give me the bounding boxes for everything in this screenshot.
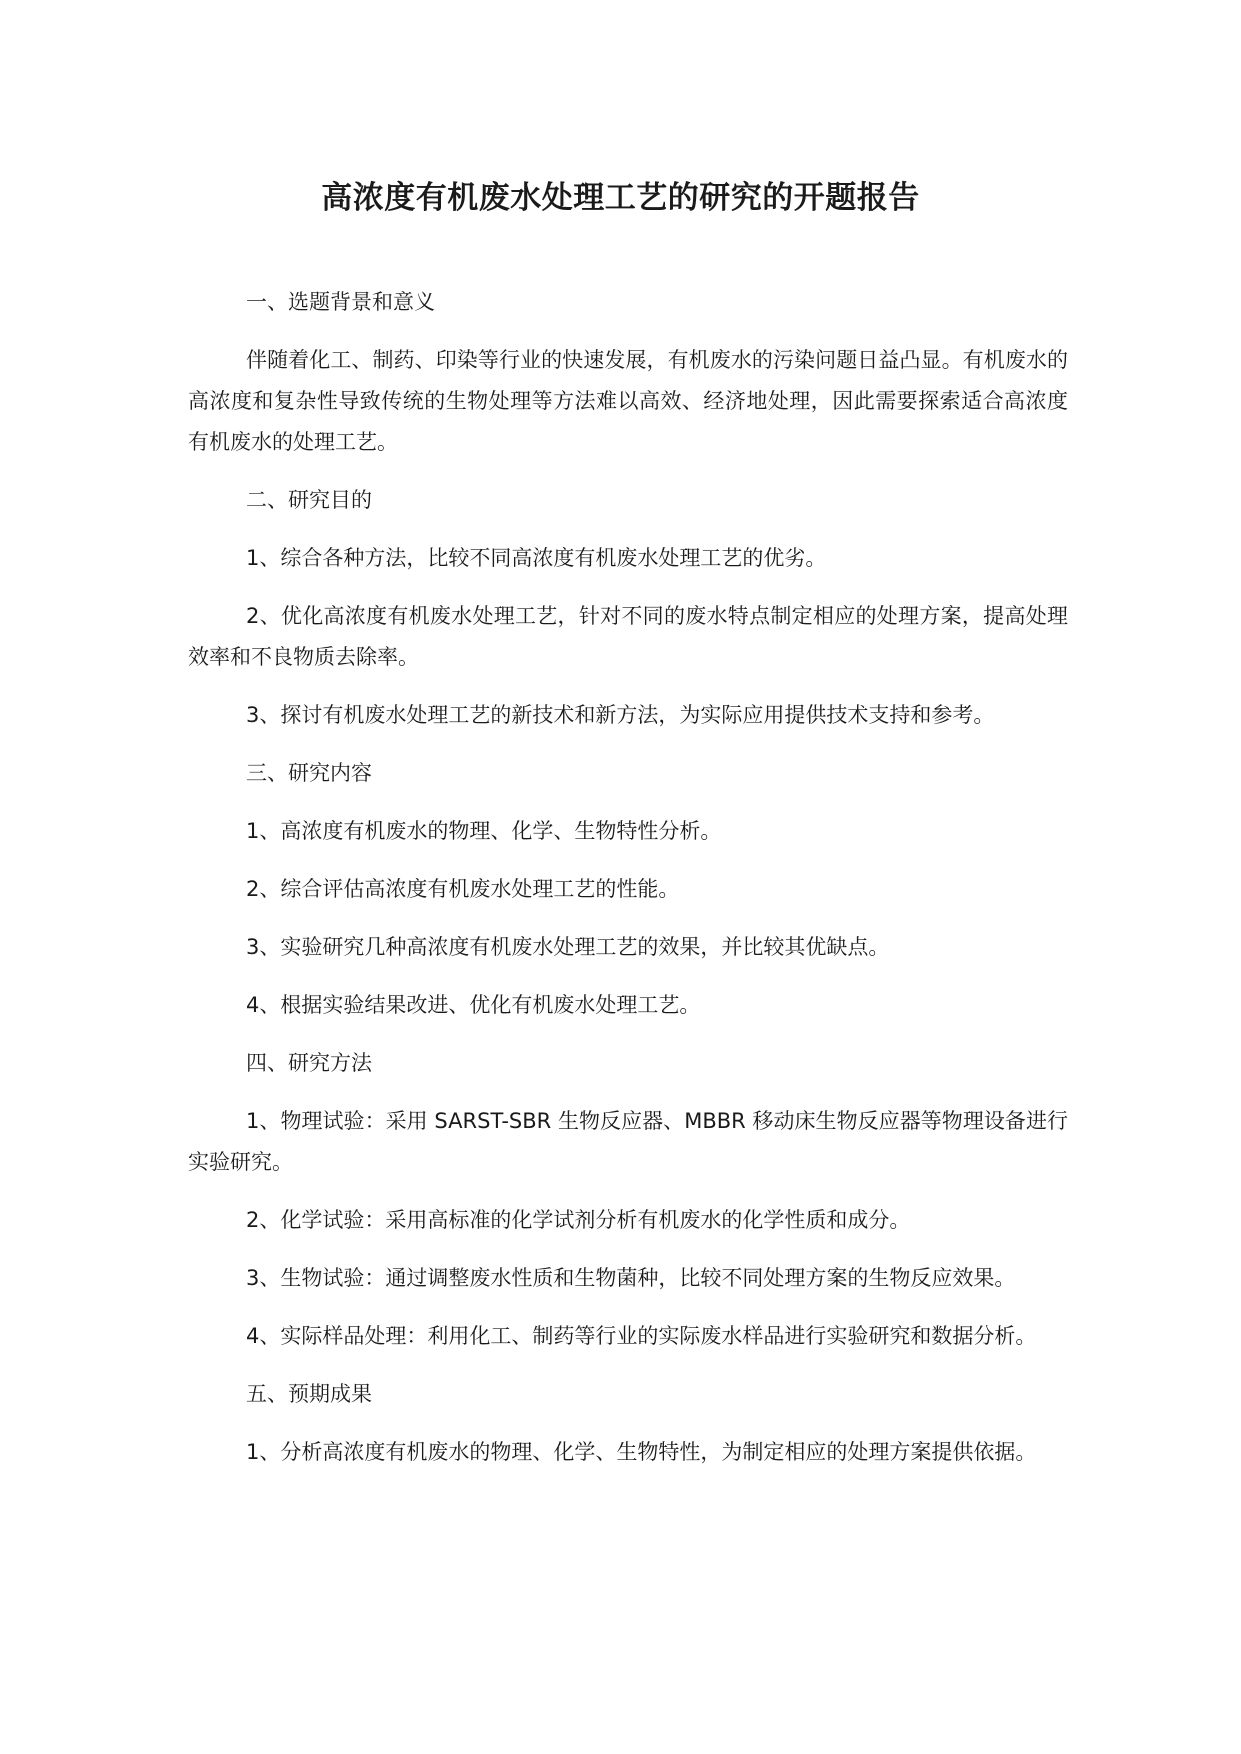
section-outcomes	[188, 1374, 1068, 1473]
section-background	[188, 282, 1068, 463]
list-item: 3、探讨有机废水处理工艺的新技术和新方法，为实际应用提供技术支持和参考。	[246, 703, 995, 727]
section-methods	[188, 1043, 1068, 1357]
list-item: 3、实验研究几种高浓度有机废水处理工艺的效果，并比较其优缺点。	[246, 935, 890, 959]
list-item: 4、实际样品处理：利用化工、制药等行业的实际废水样品进行实验研究和数据分析。	[246, 1324, 1037, 1348]
document-body	[188, 282, 1068, 1490]
section-heading: 五、预期成果	[246, 1382, 372, 1406]
list-item: 2、化学试验：采用高标准的化学试剂分析有机废水的化学性质和成分。	[246, 1208, 911, 1232]
list-item: 1、物理试验：采用 SARST-SBR 生物反应器、MBBR 移动床生物反应器等物理设备进行实验研究。	[188, 1109, 1068, 1174]
list-item: 3、生物试验：通过调整废水性质和生物菌种，比较不同处理方案的生物反应效果。	[246, 1266, 1016, 1290]
section-heading: 二、研究目的	[246, 488, 372, 512]
list-item: 4、根据实验结果改进、优化有机废水处理工艺。	[246, 993, 701, 1017]
list-item: 1、分析高浓度有机废水的物理、化学、生物特性，为制定相应的处理方案提供依据。	[246, 1440, 1037, 1464]
list-item: 1、高浓度有机废水的物理、化学、生物特性分析。	[246, 819, 722, 843]
section-heading: 一、选题背景和意义	[246, 290, 435, 314]
list-item: 1、综合各种方法，比较不同高浓度有机废水处理工艺的优劣。	[246, 546, 827, 570]
section-objectives	[188, 480, 1068, 736]
section-heading: 三、研究内容	[246, 761, 372, 785]
document-title: 高浓度有机废水处理工艺的研究的开题报告	[321, 180, 920, 216]
section-heading: 四、研究方法	[246, 1051, 372, 1075]
section-content	[188, 753, 1068, 1026]
paragraph: 伴随着化工、制药、印染等行业的快速发展，有机废水的污染问题日益凸显。有机废水的高浓度和复杂性导致传统的生物处理等方法难以高效、经济地处理，因此需要探索适合高浓度有机废水的处理工艺。	[188, 348, 1068, 454]
list-item: 2、优化高浓度有机废水处理工艺，针对不同的废水特点制定相应的处理方案，提高处理效率和不良物质去除率。	[188, 604, 1068, 669]
list-item: 2、综合评估高浓度有机废水处理工艺的性能。	[246, 877, 680, 901]
